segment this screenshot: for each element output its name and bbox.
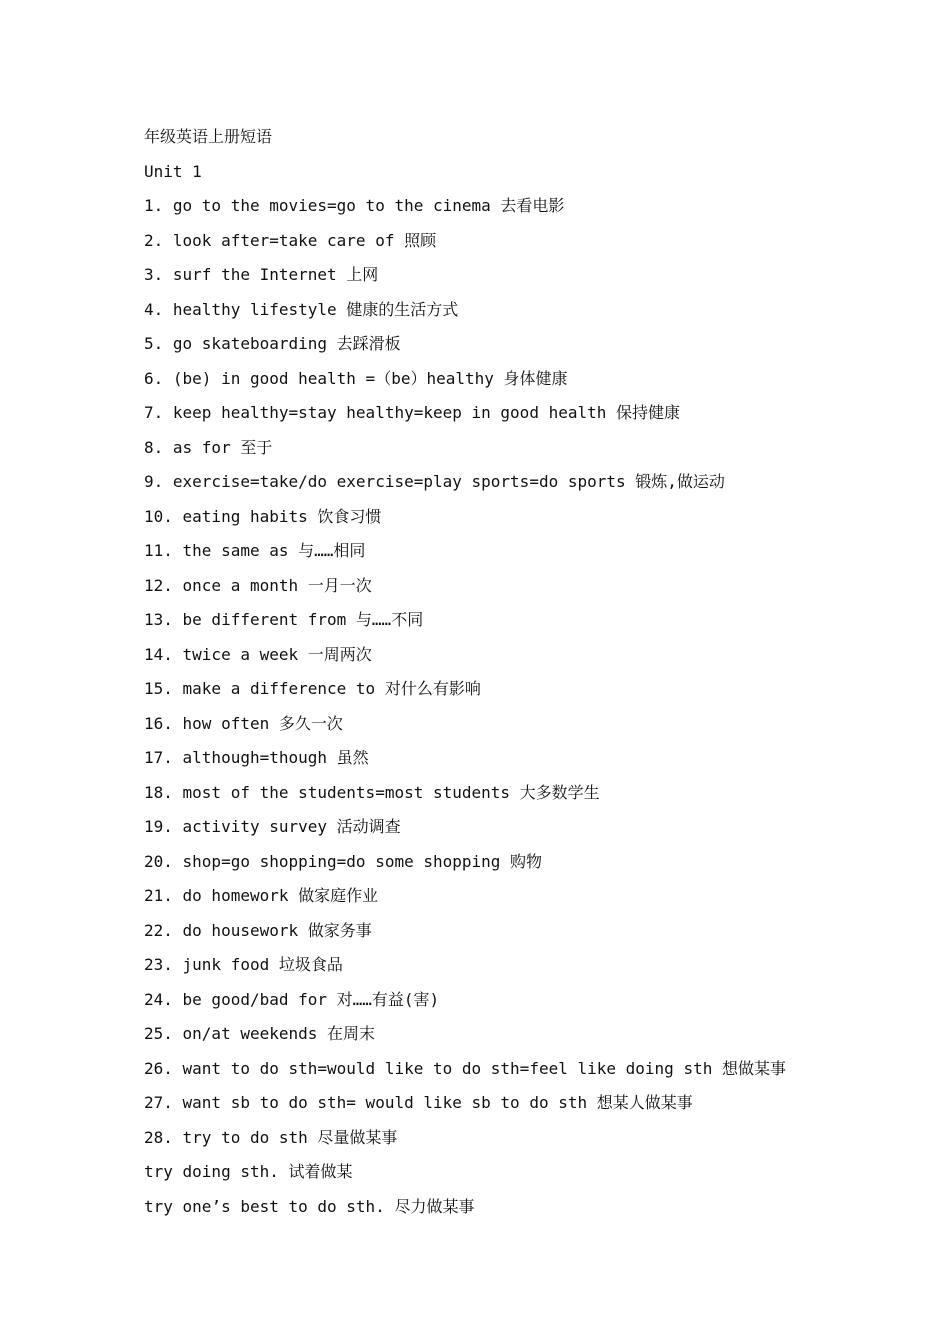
phrase-line: 5. go skateboarding 去踩滑板 [144, 334, 401, 353]
phrase-line: 4. healthy lifestyle 健康的生活方式 [144, 299, 459, 319]
phrase-line: 18. most of the students=most students 大多数学生 [144, 782, 600, 802]
phrase-line: 28. try to do sth 尽量做某事 [144, 1127, 398, 1147]
phrase-line: 14. twice a week 一周两次 [144, 644, 372, 664]
phrase-line: 6. (be) in good health =（be）healthy 身体健康 [144, 368, 568, 388]
phrase-line: 27. want sb to do sth= would like sb to do sth 想某人做某事 [144, 1093, 693, 1112]
phrase-line: 16. how often 多久一次 [144, 713, 343, 733]
phrase-line: 20. shop=go shopping=do some shopping 购物 [144, 851, 543, 871]
phrase-line: 24. be good/bad for 对……有益(害) [144, 989, 440, 1009]
phrase-line: 15. make a difference to 对什么有影响 [144, 679, 481, 698]
phrase-line: 23. junk food 垃圾食品 [144, 955, 343, 974]
phrase-line: 7. keep healthy=stay healthy=keep in good health 保持健康 [144, 403, 681, 422]
phrase-line: 22. do housework 做家务事 [144, 920, 372, 940]
phrase-line: 13. be different from 与……不同 [144, 610, 424, 629]
phrase-line: 19. activity survey 活动调查 [144, 817, 401, 836]
phrase-line: 21. do homework 做家庭作业 [144, 886, 379, 905]
phrase-line: try one’s best to do sth. 尽力做某事 [144, 1196, 475, 1216]
phrase-line: 9. exercise=take/do exercise=play sports=do sports 锻炼,做运动 [144, 472, 725, 491]
document-page [144, 120, 924, 1224]
phrase-line: 3. surf the Internet 上网 [144, 265, 379, 284]
document-title: 年级英语上册短语 [144, 127, 273, 146]
phrase-line: 26. want to do sth=would like to do sth=feel like doing sth 想做某事 [144, 1058, 786, 1078]
phrase-line: 25. on/at weekends 在周末 [144, 1024, 376, 1043]
phrase-line: 8. as for 至于 [144, 437, 273, 457]
phrase-line: 1. go to the movies=go to the cinema 去看电影 [144, 196, 565, 215]
unit-heading: Unit 1 [144, 161, 202, 181]
phrase-line: 17. although=though 虽然 [144, 748, 369, 767]
phrase-line: 12. once a month 一月一次 [144, 575, 372, 595]
phrase-line: 11. the same as 与……相同 [144, 541, 366, 560]
phrase-line: try doing sth. 试着做某 [144, 1162, 353, 1181]
phrase-line: 10. eating habits 饮食习惯 [144, 506, 382, 526]
phrase-line: 2. look after=take care of 照顾 [144, 230, 437, 250]
